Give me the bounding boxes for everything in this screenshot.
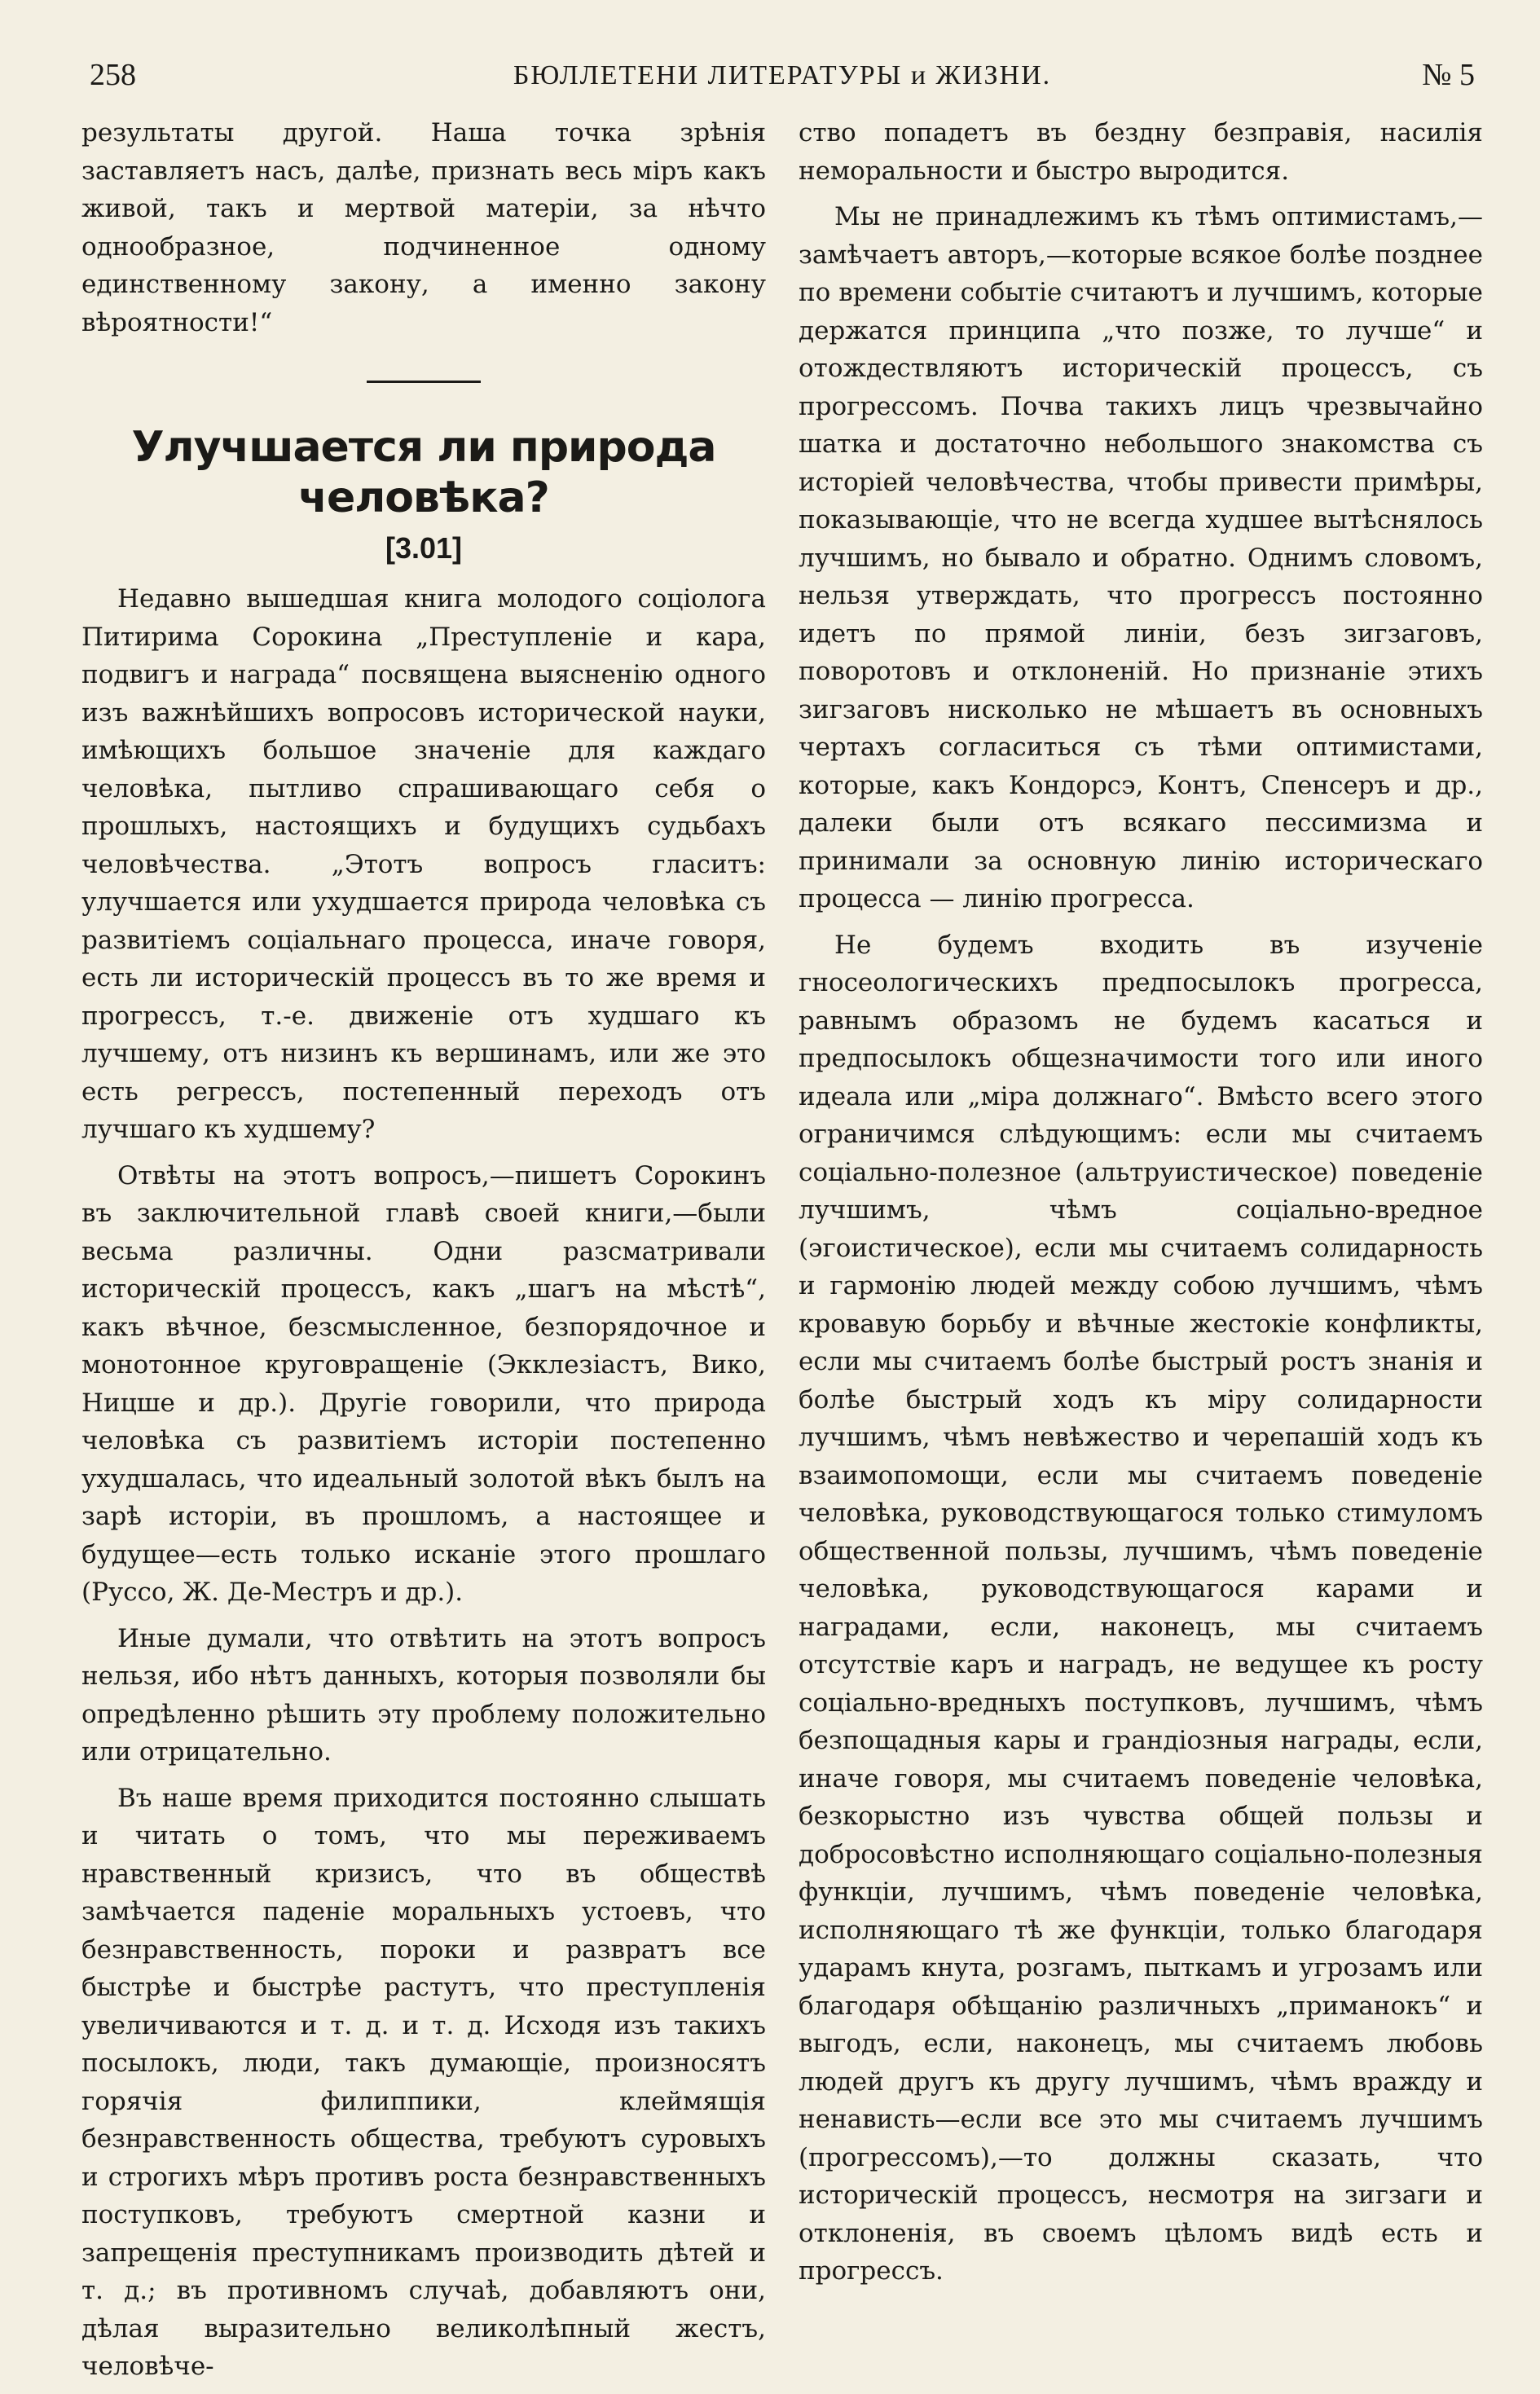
paragraph: Отвѣты на этотъ вопросъ,—пишетъ Сорокинъ въ заключительной главѣ своей книги,—были весьма различны. Одни разсматривали историческій процессъ, какъ „шагъ на мѣстѣ“, какъ вѣчное, безсмысленное, безпорядочное и монотонное круговращеніе (Экклезіастъ, Вико, Ницше и др.). Другіе говорили, что природа человѣка съ развитіемъ исторіи постепенно ухудшалась, что идеальный золотой вѣкъ былъ на зарѣ исторіи, въ прошломъ, а настоящее и будущее—есть только исканіе этого прошлаго (Руссо, Ж. Де-Местръ и др.). [81,1160,766,1607]
text-columns [81,114,1483,2394]
right-column [799,114,1483,2394]
issue-number: № 5 [1422,58,1475,92]
paragraph: Недавно вышедшая книга молодого соціолога Питирима Сорокина „Преступленіе и кара, подвигъ и награда“ посвящена выясненію одного изъ важнѣйшихъ вопросовъ исторической науки, имѣющихъ большое значеніе для каждаго человѣка, пытливо спрашивающаго себя о прошлыхъ, настоящихъ и будущихъ судьбахъ человѣчества. „Этотъ вопросъ гласитъ: улучшается или ухудшается природа человѣка съ развитіемъ соціальнаго процесса, иначе говоря, есть ли историческій процессъ въ то же время и прогрессъ, т.-е. движеніе отъ худшаго къ лучшему, отъ низинъ къ вершинамъ, или же это есть регрессъ, постепенный переходъ отъ лучшаго къ худшему? [81,584,766,1144]
section-divider [367,381,481,383]
paragraph: Въ наше время приходится постоянно слышать и читать о томъ, что мы переживаемъ нравственный кризисъ, что въ обществѣ замѣчается паденіе моральныхъ устоевъ, что безнравственность, пороки и развратъ все быстрѣе и быстрѣе растутъ, что преступленія увеличиваются и т. д. и т. д. Исходя изъ такихъ посылокъ, люди, такъ думающіе, произносятъ горячія филиппики, клеймящія безнравственность общества, требуютъ суровыхъ и строгихъ мѣръ противъ роста безнравственныхъ поступковъ, требуютъ смертной казни и запрещенія преступникамъ производить дѣтей и т. д.; въ противномъ случаѣ, добавляютъ они, дѣлая выразительно великолѣпный жестъ, человѣче- [81,1783,766,2381]
intro-paragraph: результаты другой. Наша точка зрѣнія заставляетъ насъ, далѣе, признать весь міръ какъ живой, такъ и мертвой матеріи, за нѣчто однообразное, подчиненное одному единственному закону, а именно закону вѣроятности!“ [81,118,766,337]
running-head [81,49,1483,114]
paragraph: ство попадетъ въ бездну безправія, насилія неморальности и быстро выродится. [799,118,1483,186]
page-number: 258 [90,58,136,92]
journal-title: БЮЛЛЕТЕНИ ЛИТЕРАТУРЫ и ЖИЗНИ. [513,60,1052,90]
article-title: Улучшается ли природа человѣка? [131,423,716,522]
paragraph: Не будемъ входить въ изученіе гносеологическихъ предпосылокъ прогресса, равнымъ образомъ не будемъ касаться и предпосылокъ общезначимости того или иного идеала или „міра должнаго“. Вмѣсто всего этого ограничимся слѣдующимъ: если мы считаемъ соціально-полезное (альтруистическое) поведеніе лучшимъ, чѣмъ соціально-вредное (эгоистическое), если мы считаемъ солидарность и гармонію людей между собою лучшимъ, чѣмъ кровавую борьбу и вѣчные жестокіе конфликты, если мы считаемъ болѣе быстрый ростъ знанія и болѣе быстрый ходъ къ міру солидарности лучшимъ, чѣмъ невѣжество и черепашій ходъ къ взаимопомощи, если мы считаемъ поведеніе человѣка, руководствующагося только стимуломъ общественной пользы, лучшимъ, чѣмъ поведеніе человѣка, руководствующагося карами и наградами, если, наконецъ, мы считаемъ отсутствіе каръ и наградъ, не ведущее къ росту соціально-вредныхъ поступковъ, лучшимъ, чѣмъ безпощадныя кары и грандіозныя награды, если, иначе говоря, мы считаемъ поведеніе человѣка, безкорыстно изъ чувства общей пользы и добросовѣстно исполняющаго соціально-полезныя функціи, лучшимъ, чѣмъ поведеніе человѣка, исполняющаго тѣ же функціи, только благодаря ударамъ кнута, розгамъ, пыткамъ и угрозамъ или благодаря обѣщанію различныхъ „приманокъ“ и выгодъ, если, наконецъ, мы считаемъ любовь людей другъ къ другу лучшимъ, чѣмъ вражду и ненависть—если все это мы считаемъ лучшимъ (прогрессомъ),—то должны сказать, что историческій процессъ, несмотря на зигзаги и отклоненія, въ своемъ цѣломъ видѣ есть и прогрессъ. [799,930,1483,2286]
paragraph: Мы не принадлежимъ къ тѣмъ оптимистамъ,— замѣчаетъ авторъ,—которые всякое болѣе позднее по времени событіе считаютъ и лучшимъ, которые держатся принципа „что позже, то лучше“ и отождествляютъ историческій процессъ, съ прогрессомъ. Почва такихъ лицъ чрезвычайно шатка и достаточно небольшого знакомства съ исторіей человѣчества, чтобы привести примѣры, показывающіе, что не всегда худшее вытѣснялось лучшимъ, но бывало и обратно. Однимъ словомъ, нельзя утверждать, что прогрессъ постоянно идетъ по прямой линіи, безъ зигзаговъ, поворотовъ и отклоненій. Но признаніе этихъ зигзаговъ нисколько не мѣшаетъ въ основныхъ чертахъ согласиться съ тѣми оптимистами, которые, какъ Кондорсэ, Контъ, Спенсеръ и др., далеки были отъ всякаго пессимизма и принимали за основную линію историческаго процесса — линію прогресса. [799,202,1483,913]
paragraph: Иные думали, что отвѣтить на этотъ вопросъ нельзя, ибо нѣтъ данныхъ, которыя позволяли бы опредѣленно рѣшить эту проблему положительно или отрицательно. [81,1623,766,1767]
left-column [81,114,766,2394]
article-code: [3.01] [385,531,463,565]
